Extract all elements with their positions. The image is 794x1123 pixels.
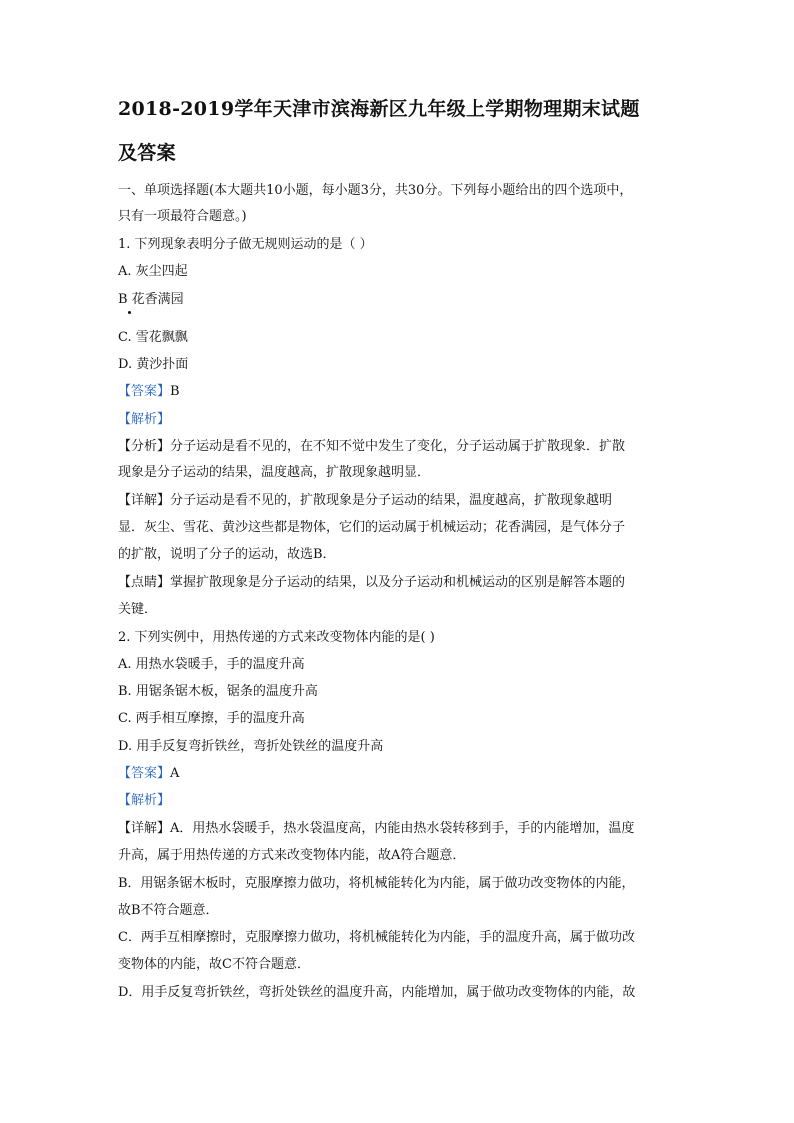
question-1-dianjing-line-2: 关键． (118, 602, 158, 617)
question-2-explanation-d-line-1: D．用手反复弯折铁丝，弯折处铁丝的温度升高，内能增加，属于做功改变物体的内能，故 (118, 985, 636, 1000)
xiangjie-text: A．用热水袋暖手，热水袋温度高，内能由热水袋转移到手，手的内能增加，温度 (170, 821, 635, 836)
period-mark (128, 311, 131, 314)
answer-value: A (170, 766, 180, 781)
xiangjie-text: 分子运动是看不见的，扩散现象是分子运动的结果，温度越高，扩散现象越明 (170, 493, 613, 508)
question-2-option-c: C. 两手相互摩擦，手的温度升高 (118, 711, 305, 726)
answer-value: B (170, 384, 180, 399)
dianjing-tag: 【点睛】 (118, 575, 171, 590)
question-1-fenxi-line-1 (118, 440, 625, 453)
question-1-answer (118, 385, 180, 398)
question-2-xiangjie-line-1 (118, 822, 634, 835)
question-1-xiangjie-line-1 (118, 494, 612, 507)
section-heading-line-2: 只有一项最符合题意。) (118, 209, 247, 224)
question-1-option-b: B 花香满园 (118, 292, 184, 307)
dianjing-text: 掌握扩散现象是分子运动的结果，以及分子运动和机械运动的区别是解答本题的 (170, 575, 626, 590)
xiangjie-tag: 【详解】 (118, 821, 171, 836)
fenxi-tag: 【分析】 (118, 439, 171, 454)
question-2-xiangjie-line-2: 升高，属于用热传递的方式来改变物体内能，故A符合题意． (118, 848, 466, 863)
question-2-explanation-c-line-2: 变物体的内能，故C不符合题意． (118, 957, 310, 972)
question-1-option-c: C. 雪花飘飘 (118, 330, 188, 345)
xiangjie-tag: 【详解】 (118, 493, 171, 508)
answer-tag: 【答案】 (118, 766, 171, 781)
question-1-option-d: D. 黄沙扑面 (118, 357, 189, 372)
section-heading-line-1: 一、单项选择题(本大题共10小题，每小题3分，共30分。下列每小题给出的四个选项中， (118, 183, 633, 198)
question-1-xiangjie-line-3: 的扩散，说明了分子的运动，故选B． (118, 547, 336, 562)
question-2-explanation-b-line-1: B．用锯条锯木板时，克服摩擦力做功，将机械能转化为内能，属于做功改变物体的内能， (118, 876, 635, 891)
analysis-tag: 【解析】 (118, 793, 171, 808)
document-title-line-1: 2018-2019学年天津市滨海新区九年级上学期物理期末试题 (118, 98, 640, 120)
question-2-option-b: B. 用锯条锯木板，锯条的温度升高 (118, 684, 318, 699)
question-2-analysis-heading (118, 794, 170, 807)
question-1-dianjing-line-1 (118, 576, 625, 589)
question-2-explanation-c-line-1: C．两手互相摩擦时，克服摩擦力做功，将机械能转化为内能，手的温度升高，属于做功改 (118, 930, 635, 945)
fenxi-text: 分子运动是看不见的，在不知不觉中发生了变化，分子运动属于扩散现象．扩散 (170, 439, 626, 454)
question-1-option-a: A. 灰尘四起 (118, 264, 188, 279)
question-2-option-a: A. 用热水袋暖手，手的温度升高 (118, 657, 305, 672)
question-1-analysis-heading (118, 413, 170, 426)
answer-tag: 【答案】 (118, 384, 171, 399)
analysis-tag: 【解析】 (118, 412, 171, 427)
question-1-stem: 1. 下列现象表明分子做无规则运动的是（ ） (118, 237, 373, 252)
question-2-option-d: D. 用手反复弯折铁丝，弯折处铁丝的温度升高 (118, 739, 384, 754)
document-title-line-2: 及答案 (118, 142, 176, 164)
question-2-answer (118, 767, 179, 780)
question-1-fenxi-line-2: 现象是分子运动的结果，温度越高，扩散现象越明显． (118, 465, 431, 480)
question-1-xiangjie-line-2: 显．灰尘、雪花、黄沙这些都是物体，它们的运动属于机械运动；花香满园，是气体分子 (118, 520, 626, 535)
question-2-stem: 2. 下列实例中，用热传递的方式来改变物体内能的是( ) (118, 630, 435, 645)
question-2-explanation-b-line-2: 故B不符合题意． (118, 903, 219, 918)
